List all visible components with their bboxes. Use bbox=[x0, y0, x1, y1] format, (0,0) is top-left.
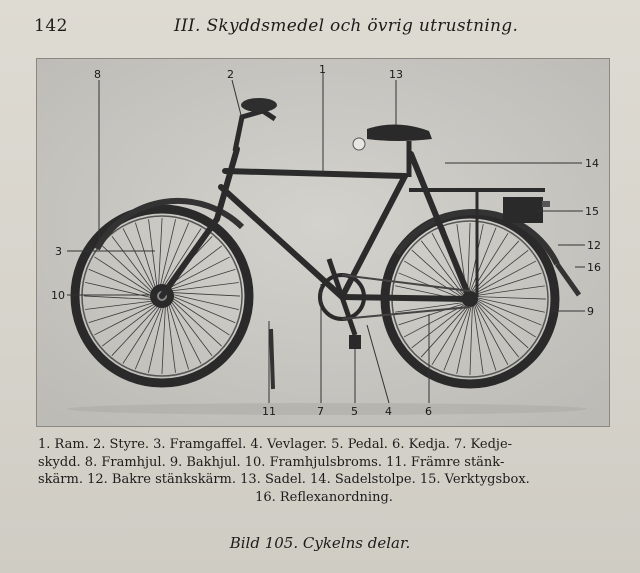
callout-11: 11 bbox=[262, 405, 276, 418]
legend-line: 1. Ram. 2. Styre. 3. Framgaffel. 4. Vevlager. 5. Pedal. 6. Kedja. 7. Kedje- bbox=[38, 437, 513, 452]
callout-15: 15 bbox=[585, 205, 599, 218]
callout-12: 12 bbox=[587, 239, 601, 252]
callout-6: 6 bbox=[425, 405, 432, 418]
toolbox bbox=[503, 197, 543, 223]
pedal bbox=[349, 335, 361, 349]
callout-5: 5 bbox=[351, 405, 358, 418]
callout-13: 13 bbox=[389, 68, 403, 81]
legend-line: 16. Reflexanordning. bbox=[255, 489, 393, 505]
callout-14: 14 bbox=[585, 157, 599, 170]
page-number: 142 bbox=[34, 16, 68, 36]
legend-line: skärm. 12. Bakre stänkskärm. 13. Sadel. 14. Sadelstolpe. 15. Verktygsbox. bbox=[38, 472, 530, 487]
bicycle-figure bbox=[36, 58, 610, 427]
bicycle-illustration bbox=[37, 59, 609, 426]
page-header bbox=[34, 14, 594, 40]
figure-title: Bild 105. Cykelns delar. bbox=[229, 534, 411, 552]
callout-4: 4 bbox=[385, 405, 392, 418]
callout-2: 2 bbox=[227, 68, 234, 81]
callout-10: 10 bbox=[51, 289, 65, 302]
callout-9: 9 bbox=[587, 305, 594, 318]
callout-8: 8 bbox=[94, 68, 101, 81]
callout-16: 16 bbox=[587, 261, 601, 274]
legend-line: skydd. 8. Framhjul. 9. Bakhjul. 10. Framhjulsbroms. 11. Främre stänk- bbox=[38, 454, 505, 470]
callout-3: 3 bbox=[55, 245, 62, 258]
running-title: III. Skyddsmedel och övrig utrustning. bbox=[174, 16, 519, 36]
callout-1: 1 bbox=[319, 63, 326, 76]
parts-legend bbox=[38, 436, 610, 506]
callout-7: 7 bbox=[317, 405, 324, 418]
